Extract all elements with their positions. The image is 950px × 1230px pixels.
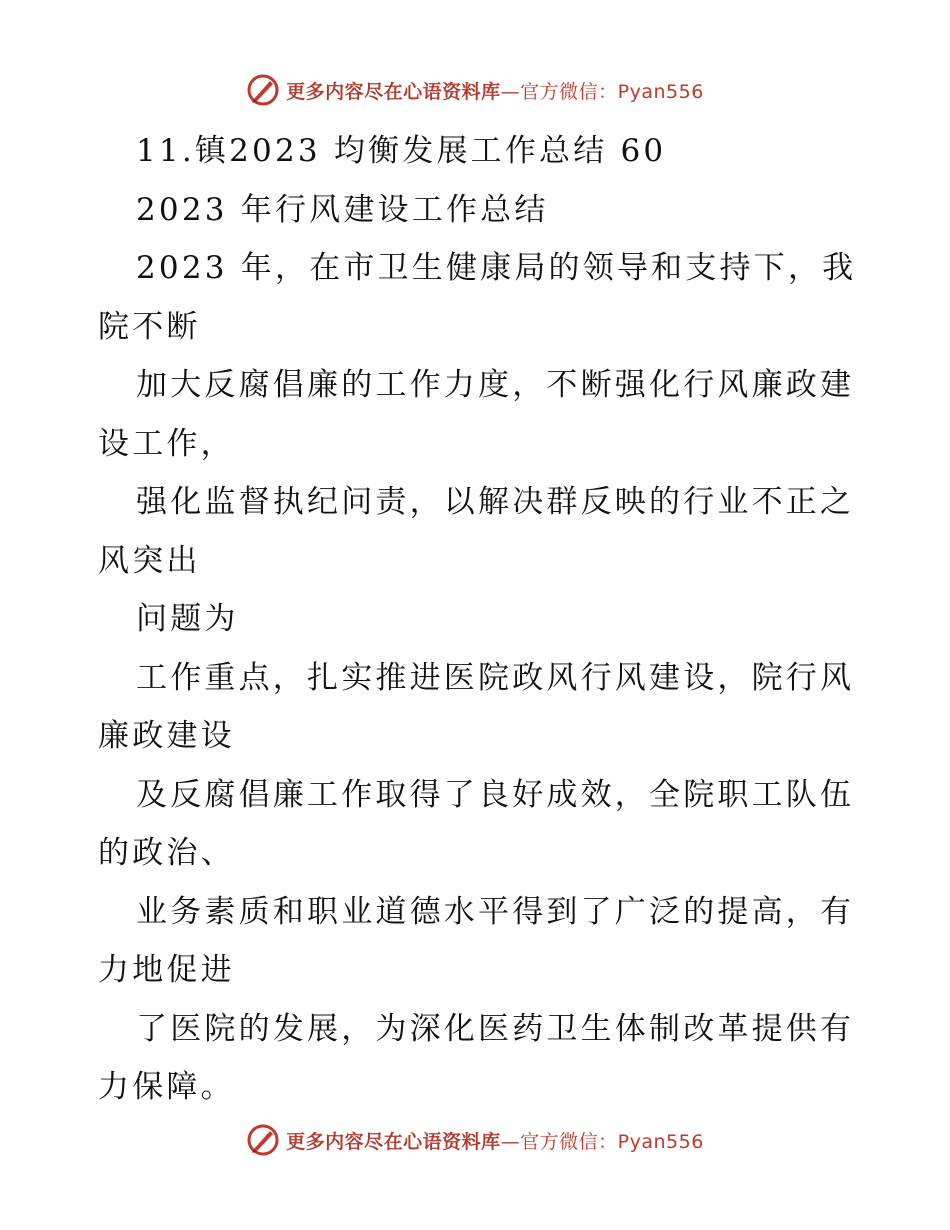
doc-line: 力地促进 xyxy=(98,952,235,988)
footer-banner xyxy=(0,1120,950,1160)
banner-text xyxy=(286,77,704,104)
banner-dash: — xyxy=(500,1130,521,1153)
doc-line: 风突出 xyxy=(98,542,201,579)
doc-line: 设工作， xyxy=(98,425,235,462)
doc-line: 廉政建设 xyxy=(98,718,235,754)
doc-line: 加大反腐倡廉的工作力度，不断强化行风廉政建 xyxy=(136,367,855,403)
quill-pen-logo-icon xyxy=(246,1123,280,1157)
doc-line: 的政治、 xyxy=(98,835,235,871)
doc-line: 院不断 xyxy=(98,308,201,345)
banner-text xyxy=(286,1127,704,1154)
doc-line: 问题为 xyxy=(136,601,239,637)
doc-line: 2023 年，在市卫生健康局的领导和支持下，我 xyxy=(136,250,857,286)
banner-contact: 官方微信：Pyan556 xyxy=(520,80,704,103)
banner-dash: — xyxy=(500,80,521,103)
doc-line: 工作重点，扎实推进医院政风行风建设，院行风 xyxy=(136,659,855,696)
header-banner xyxy=(0,70,950,110)
doc-line: 及反腐倡廉工作取得了良好成效，全院职工队伍 xyxy=(136,776,855,813)
doc-line: 业务素质和职业道德水平得到了广泛的提高，有 xyxy=(136,893,855,930)
doc-line: 力保障。 xyxy=(98,1069,235,1105)
banner-brand: 更多内容尽在心语资料库 xyxy=(286,1130,501,1153)
doc-line: 11.镇2023 均衡发展工作总结 60 xyxy=(136,133,667,169)
banner-contact: 官方微信：Pyan556 xyxy=(520,1130,704,1153)
banner-brand: 更多内容尽在心语资料库 xyxy=(286,80,501,103)
quill-pen-logo-icon xyxy=(246,73,280,107)
doc-line: 强化监督执纪问责，以解决群反映的行业不正之 xyxy=(136,484,855,520)
doc-line: 了医院的发展，为深化医药卫生体制改革提供有 xyxy=(136,1010,855,1047)
document-body xyxy=(98,122,858,1117)
doc-line: 2023 年行风建设工作总结 xyxy=(136,191,549,228)
